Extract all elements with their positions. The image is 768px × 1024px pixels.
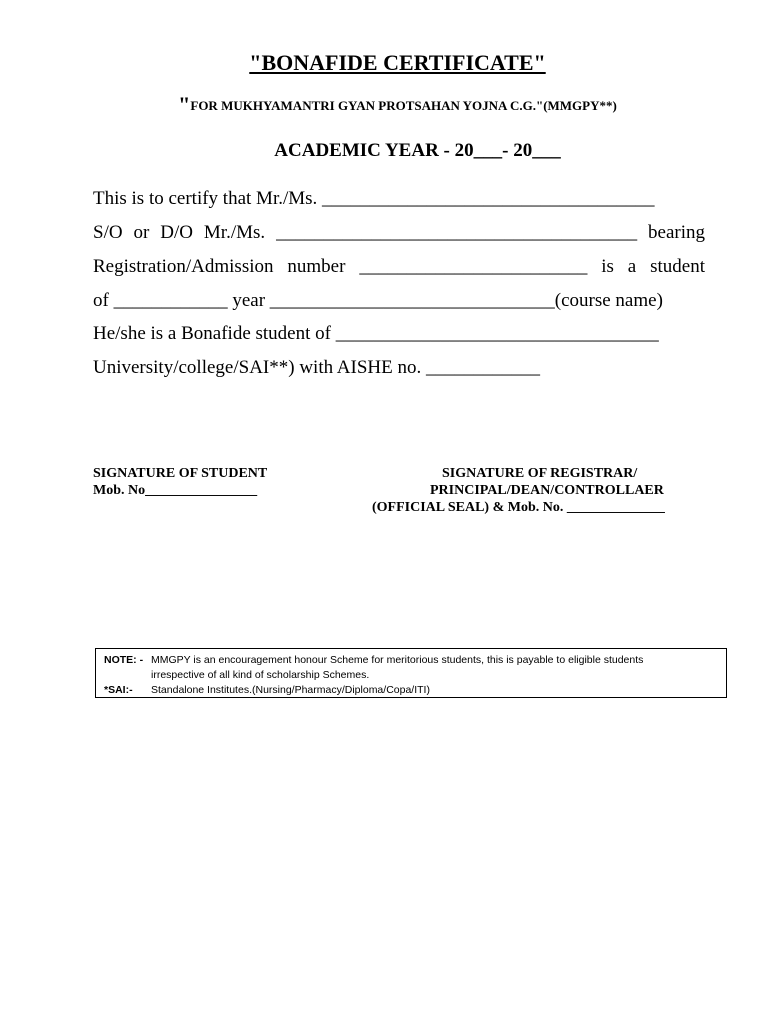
body-line-3 bbox=[93, 254, 705, 280]
note-label: NOTE: - bbox=[104, 654, 144, 666]
academic-year: ACADEMIC YEAR - 20___- 20___ bbox=[274, 140, 561, 161]
certificate-title: "BONAFIDE CERTIFICATE" bbox=[249, 50, 546, 75]
body-line-2-end: bearing bbox=[648, 222, 706, 243]
student-signature-label: SIGNATURE OF STUDENT bbox=[93, 466, 268, 481]
registrar-signature-line-3: (OFFICIAL SEAL) & Mob. No. ______________ bbox=[372, 500, 665, 515]
body-line-2-text: S/O or D/O Mr./Ms. ______________________________________ bbox=[93, 222, 638, 243]
body-line-3-text: Registration/Admission number ________________________ bbox=[93, 256, 588, 277]
body-line-1: This is to certify that Mr./Ms. ___________________________________ bbox=[93, 188, 655, 209]
certificate-subtitle bbox=[0, 92, 768, 118]
student-mobile: Mob. No________________ bbox=[93, 483, 258, 498]
note-text-line-1: MMGPY is an encouragement honour Scheme for meritorious students, this is payable to eligible students bbox=[151, 654, 644, 666]
sai-label: *SAI:- bbox=[104, 684, 133, 696]
body-line-6: University/college/SAI**) with AISHE no. ____________ bbox=[93, 357, 540, 378]
body-line-4: of ____________ year ______________________________(course name) bbox=[93, 290, 663, 311]
body-line-3-end: is a student bbox=[601, 256, 705, 277]
student-signature bbox=[93, 465, 267, 499]
registrar-signature-line-1: SIGNATURE OF REGISTRAR/ bbox=[442, 466, 638, 481]
body-line-2 bbox=[93, 220, 705, 246]
sai-text: Standalone Institutes.(Nursing/Pharmacy/Diploma/Copa/ITI) bbox=[151, 684, 430, 696]
note-text-line-2: irrespective of all kind of scholarship Schemes. bbox=[151, 669, 370, 681]
body-line-5: He/she is a Bonafide student of __________________________________ bbox=[93, 323, 659, 344]
subtitle-text: FOR MUKHYAMANTRI GYAN PROTSAHAN YOJNA C.G."(MMGPY**) bbox=[190, 98, 617, 113]
registrar-signature bbox=[372, 465, 706, 516]
registrar-signature-line-2: PRINCIPAL/DEAN/CONTROLLAER bbox=[430, 483, 664, 498]
note-box bbox=[95, 648, 727, 698]
subtitle-open-quote: " bbox=[178, 92, 191, 117]
